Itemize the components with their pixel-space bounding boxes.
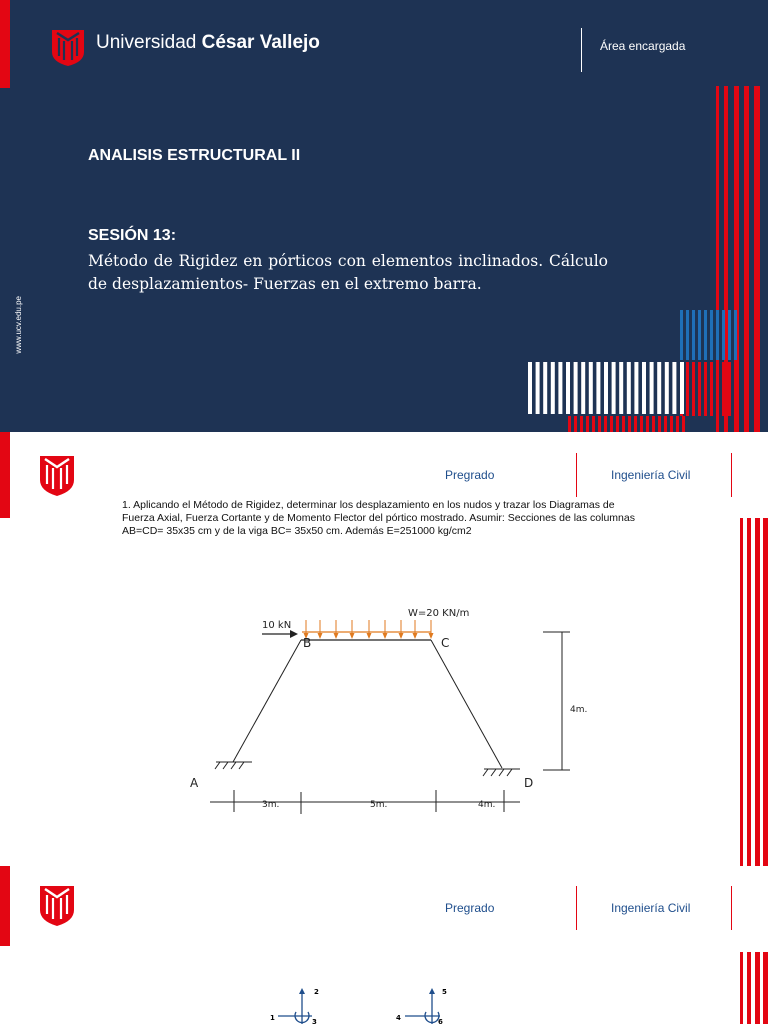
ucv-shield-icon [40,456,74,496]
stripe [612,362,616,414]
height-label: 4m. [570,705,588,715]
ucv-shield-icon [52,30,84,66]
stripe [698,362,701,416]
stripe [676,416,679,432]
decorative-stripes [740,952,768,1024]
stripe [650,362,654,414]
member-cd [431,640,502,768]
dof-6: 6 [438,1018,443,1024]
stripe [657,362,661,414]
node-2-dof [405,990,440,1024]
node-d-label: D [524,776,534,790]
nav-divider [731,453,732,497]
stripe [682,416,685,432]
node-1-dof [278,990,312,1024]
stripe [528,362,532,414]
stripe [728,362,731,416]
stripe [716,362,719,416]
stripe [710,310,713,360]
stripe [551,362,555,414]
course-title: ANALISIS ESTRUCTURAL II [88,147,301,164]
member-ab [233,640,301,762]
stripe [722,310,725,360]
dof-4: 4 [396,1014,401,1022]
stripe [627,362,631,414]
stripe [543,362,547,414]
stripe [704,362,707,416]
load-arrowhead [399,633,404,639]
website-url: www.ucv.edu.pe [14,296,23,354]
stripe [734,362,737,416]
nav-pregrado[interactable]: Pregrado [445,468,495,482]
nav-ingenieria-civil[interactable]: Ingeniería Civil [611,468,691,482]
stripe [580,416,583,432]
stripe [680,362,684,414]
red-accent-bar [0,866,10,946]
stripe [596,362,600,414]
stripe [574,416,577,432]
stripe [604,416,607,432]
load-arrowhead [383,633,388,639]
load-label: W=20 KN/m [408,608,470,619]
span-3-label: 4m. [478,800,496,810]
span-2-label: 5m. [370,800,388,810]
fixed-support-a [215,762,252,769]
header-divider [581,28,582,72]
stripe [592,416,595,432]
university-name-regular: Universidad [96,32,197,53]
stripe [692,310,695,360]
stripe [686,362,689,416]
stripe [610,416,613,432]
stripe [744,86,749,432]
ucv-shield-icon [40,886,74,926]
stripe [754,86,760,432]
stripe [536,362,540,414]
stripe [640,416,643,432]
dof-3: 3 [312,1018,317,1024]
load-arrowhead [413,633,418,639]
stripe [672,362,676,414]
stripe [710,362,713,416]
stripe [646,416,649,432]
stripe [734,310,737,360]
dof-diagram [260,984,460,1024]
stripe [680,310,683,360]
stripe [619,362,623,414]
stripe [652,416,655,432]
load-arrowhead [429,633,434,639]
decorative-stripes [520,86,768,432]
fixed-support-d [483,769,520,776]
dof-slide [0,866,768,1024]
problem-slide [0,432,768,866]
stripe [586,416,589,432]
stripe [568,416,571,432]
stripe [598,416,601,432]
node-b-label: B [303,636,312,650]
decorative-stripes [740,518,768,866]
stripe [665,362,669,414]
node-c-label: C [441,636,450,650]
span-1-label: 3m. [262,800,280,810]
stripe [722,362,725,416]
stripe [704,310,707,360]
stripe [686,310,689,360]
session-description: Método de Rigidez en pórticos con elementos inclinados. Cálculo de desplazamientos- Fuerzas en el extremo barra. [88,252,608,293]
load-arrowhead [318,633,323,639]
stripe [604,362,608,414]
load-arrowhead [367,633,372,639]
red-accent-bar [0,432,10,518]
node-a-label: A [190,776,199,790]
university-name [96,32,320,54]
stripe [634,362,638,414]
frame-diagram [180,592,588,822]
session-title: SESIÓN 13: [88,227,177,244]
stripe [642,362,646,414]
university-name-bold: César Vallejo [201,32,320,53]
title-slide [0,0,768,432]
stripe [634,416,637,432]
dof-1: 1 [270,1014,275,1022]
point-load-arrowhead [290,630,298,638]
problem-statement: 1. Aplicando el Método de Rigidez, determinar los desplazamiento en los nudos y trazar los Diagramas de Fuerza Axial, Fuerza Cortante y de Momento Flector del pórtico mostrado. Asumir: Secciones de las columnas AB=CD= 35x35 cm y de la viga BC= 35x50 cm. Además E=251000 kg/cm2 [122,499,635,537]
stripe [728,310,731,360]
load-arrowhead [334,633,339,639]
stripe [622,416,625,432]
nav-pregrado[interactable]: Pregrado [445,901,495,915]
stripe [692,362,695,416]
stripe [589,362,593,414]
nav-divider [576,453,577,497]
stripe [581,362,585,414]
stripe [628,416,631,432]
nav-ingenieria-civil[interactable]: Ingeniería Civil [611,901,691,915]
stripe [658,416,661,432]
stripe [558,362,562,414]
stripe [566,362,570,414]
stripe [664,416,667,432]
stripe [616,416,619,432]
force-label: 10 kN [262,620,292,631]
load-arrowhead [350,633,355,639]
nav-divider [576,886,577,930]
stripe [574,362,578,414]
stripe [716,310,719,360]
dof-2: 2 [314,988,319,996]
area-label: Área encargada [600,39,686,53]
stripe [698,310,701,360]
nav-divider [731,886,732,930]
red-accent-bar [0,0,10,88]
stripe [670,416,673,432]
dof-5: 5 [442,988,447,996]
